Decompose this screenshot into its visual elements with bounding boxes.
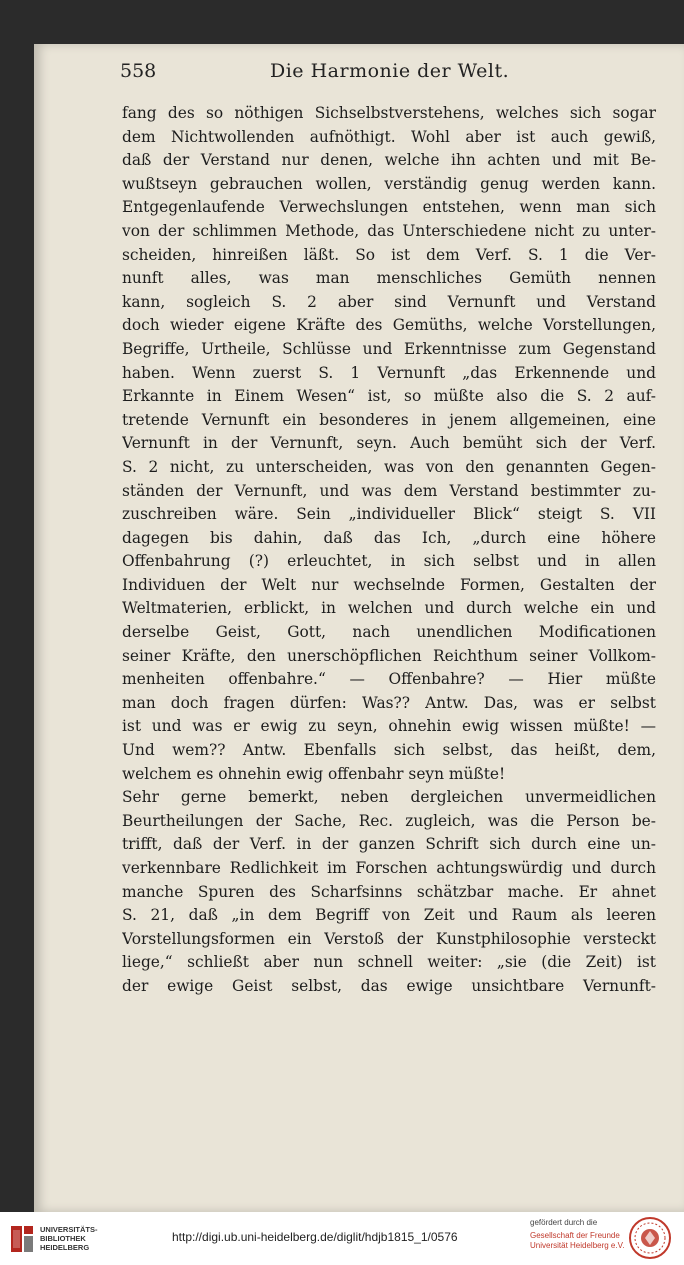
text-line: scheiden, hinreißen läßt. So ist dem Verf. S. 1 die Ver- — [122, 245, 656, 264]
library-name[interactable] — [40, 1225, 98, 1252]
text-line: ständen der Vernunft, und was dem Verstand bestimmter zu- — [122, 481, 656, 500]
text-line: Offenbahrung (?) erleuchtet, in sich selbst und in allen — [122, 552, 656, 571]
library-logo-icon[interactable] — [8, 1222, 36, 1256]
text-line: doch wieder eigene Kräfte des Gemüths, welche Vorstellungen, — [122, 316, 656, 335]
source-url-link[interactable]: http://digi.ub.uni-heidelberg.de/diglit/hdjb1815_1/0576 — [172, 1230, 458, 1244]
funder-name[interactable] — [530, 1231, 624, 1251]
text-line: von der schlimmen Methode, das Unterschiedene nicht zu unter- — [122, 221, 656, 240]
text-line: Und wem?? Antw. Ebenfalls sich selbst, das heißt, dem, — [122, 741, 656, 760]
funder-seal-icon[interactable] — [628, 1216, 672, 1260]
text-line: der ewige Geist selbst, das ewige unsichtbare Vernunft- — [122, 976, 656, 995]
text-line: dem Nichtwollenden aufnöthigt. Wohl aber ist auch gewiß, — [122, 127, 656, 146]
text-line: daß der Verstand nur denen, welche ihn achten und mit Be- — [122, 151, 656, 170]
text-line: S. 21, daß „in dem Begriff von Zeit und Raum als leeren — [122, 906, 656, 925]
text-line: Vernunft in der Vernunft, seyn. Auch bemüht sich der Verf. — [122, 434, 656, 453]
text-line: Beurtheilungen der Sache, Rec. zugleich, was die Person be- — [122, 811, 656, 830]
text-line: S. 2 nicht, zu unterscheiden, was von den genannten Gegen- — [122, 457, 656, 476]
text-line: Erkannte in Einem Wesen“ ist, so müßte also die S. 2 auf- — [122, 387, 656, 406]
library-name-line: HEIDELBERG — [40, 1243, 90, 1252]
text-line: tretende Vernunft ein besonderes in jenem allgemeinen, eine — [122, 410, 656, 429]
text-line: haben. Wenn zuerst S. 1 Vernunft „das Erkennende und — [122, 363, 656, 382]
text-line: manche Spuren des Scharfsinns schätzbar mache. Er ahnet — [122, 882, 656, 901]
text-line: wußtseyn gebrauchen wollen, verständig genug werden kann. — [122, 174, 656, 193]
text-line: Begriffe, Urtheile, Schlüsse und Erkenntnisse zum Gegenstand — [122, 339, 656, 358]
text-line: Individuen der Welt nur wechselnde Formen, Gestalten der — [122, 575, 656, 594]
funder-name-line: Gesellschaft der Freunde — [530, 1231, 620, 1240]
text-line: welchem es ohnehin ewig offenbahr seyn müßte! — [122, 764, 506, 783]
text-line: dagegen bis dahin, daß das Ich, „durch eine höhere — [122, 528, 656, 547]
text-line: seiner Kräfte, den unerschöpflichen Reichthum seiner Vollkom- — [122, 646, 656, 665]
page-header — [120, 60, 650, 90]
text-line: liege,“ schließt aber nun schnell weiter: „sie (die Zeit) ist — [122, 953, 656, 972]
library-name-line: BIBLIOTHEK — [40, 1234, 86, 1243]
text-line: ist und was er ewig zu seyn, ohnehin ewig wissen müßte! — — [122, 717, 656, 736]
text-line: nunft alles, was man menschliches Gemüth nennen — [122, 269, 656, 288]
text-line: zuschreiben wäre. Sein „individueller Blick“ steigt S. VII — [122, 505, 656, 524]
funder-name-line: Universität Heidelberg e.V. — [530, 1241, 625, 1250]
library-name-line: UNIVERSITÄTS- — [40, 1225, 98, 1234]
funding-label: gefördert durch die — [530, 1218, 598, 1227]
running-title: Die Harmonie der Welt. — [270, 60, 510, 82]
text-line: menheiten offenbahre.“ — Offenbahre? — Hier müßte — [122, 670, 656, 689]
body-text — [122, 102, 656, 999]
text-line: fang des so nöthigen Sichselbstverstehens, welches sich sogar — [122, 104, 656, 122]
text-line: derselbe Geist, Gott, nach unendlichen Modificationen — [122, 623, 656, 642]
text-line: Entgegenlaufende Verwechslungen entstehen, wenn man sich — [122, 198, 656, 217]
text-line: verkennbare Redlichkeit im Forschen achtungswürdig und durch — [122, 859, 656, 877]
text-line: kann, sogleich S. 2 aber sind Vernunft und Verstand — [122, 292, 656, 311]
text-line: trifft, daß der Verf. in der ganzen Schrift sich durch eine un- — [122, 835, 656, 854]
text-line: Sehr gerne bemerkt, neben dergleichen unvermeidlichen — [122, 788, 656, 807]
text-line: Weltmaterien, erblickt, in welchen und durch welche ein und — [122, 599, 656, 618]
page-number: 558 — [120, 60, 157, 82]
viewer-footer — [0, 1212, 684, 1265]
text-line: Vorstellungsformen ein Verstoß der Kunstphilosophie versteckt — [122, 929, 656, 948]
text-line: man doch fragen dürfen: Was?? Antw. Das, was er selbst — [122, 693, 656, 712]
